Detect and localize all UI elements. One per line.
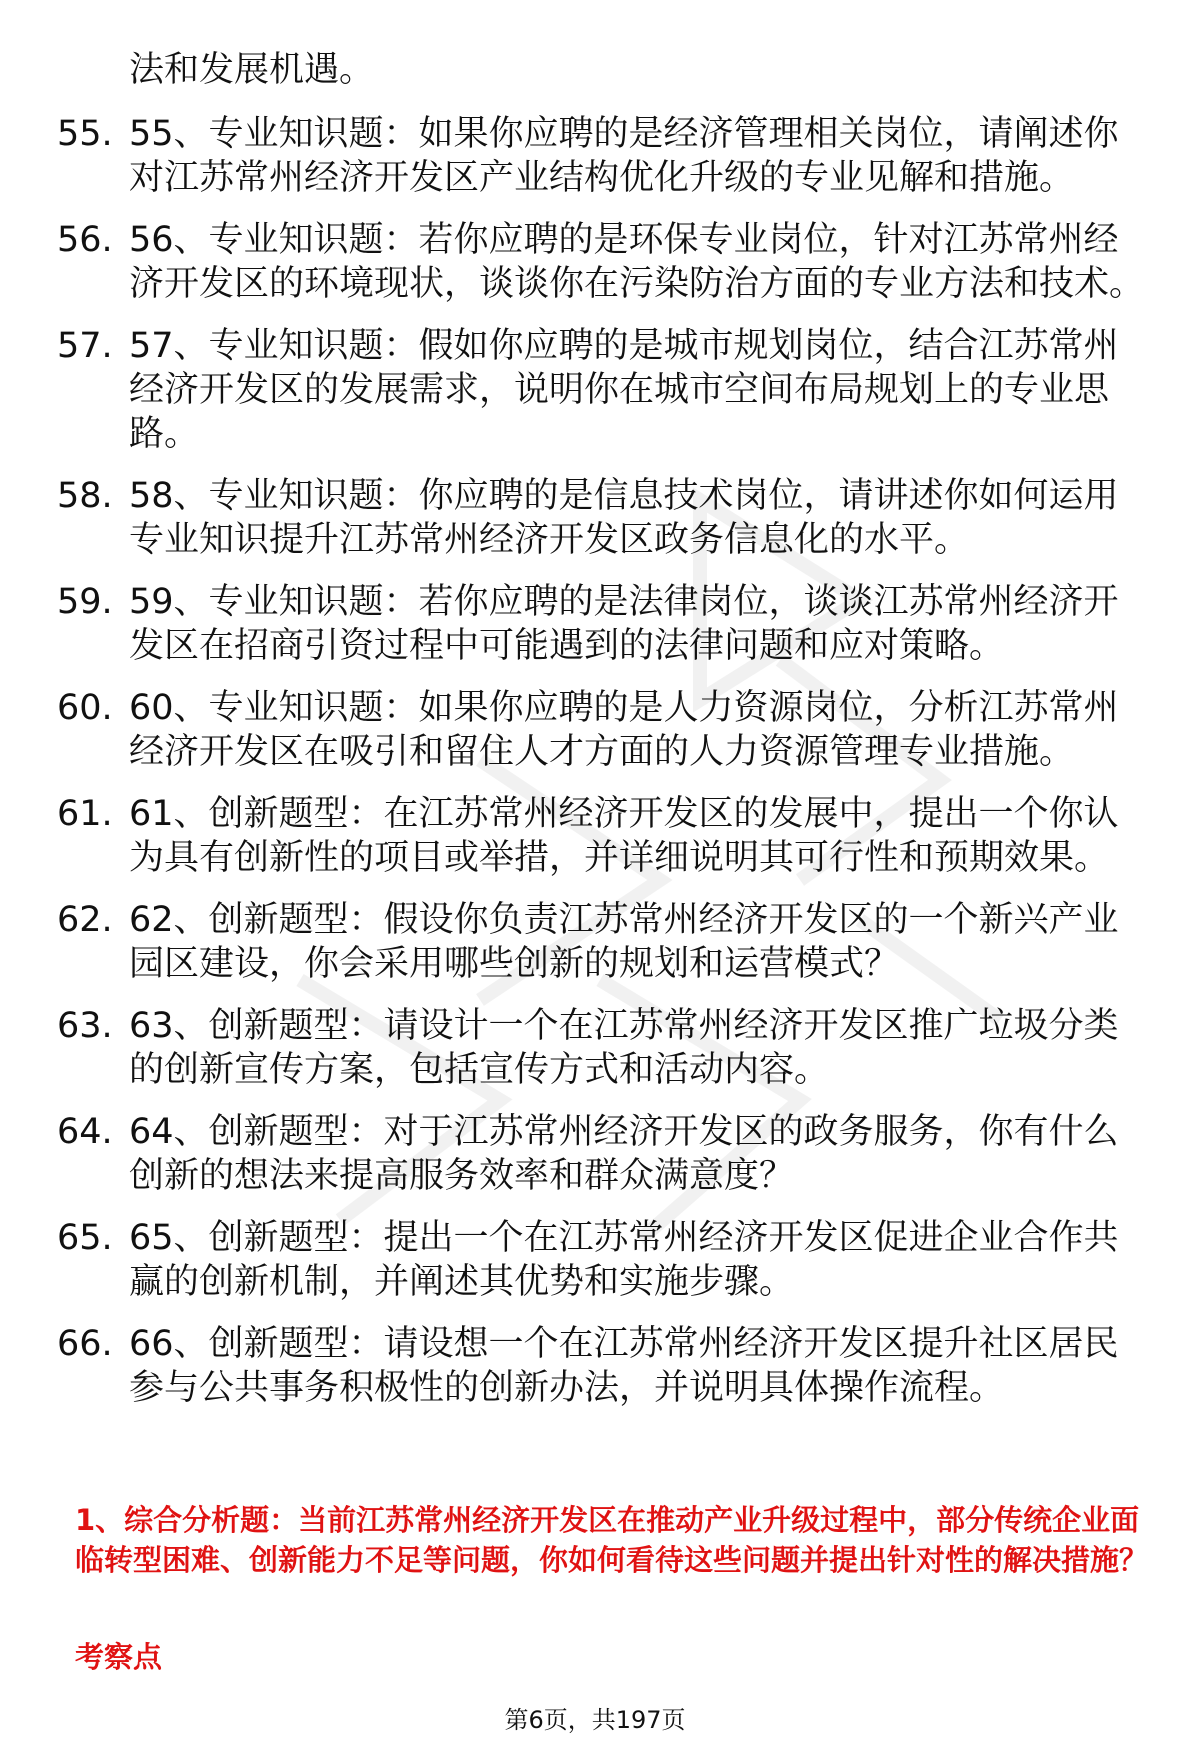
list-item bbox=[57, 112, 1157, 200]
analysis-question: 1、综合分析题：当前江苏常州经济开发区在推动产业升级过程中，部分传统企业面临转型困难、创新能力不足等问题，你如何看待这些问题并提出针对性的解决措施？ bbox=[75, 1503, 1149, 1577]
list-item bbox=[57, 1216, 1157, 1304]
question-text: 60、专业知识题：如果你应聘的是人力资源岗位，分析江苏常州经济开发区在吸引和留住人才方面的人力资源管理专业措施。 bbox=[129, 688, 1119, 772]
list-item bbox=[57, 1110, 1157, 1198]
question-number: 60. bbox=[57, 688, 113, 728]
question-number: 58. bbox=[57, 476, 113, 516]
question-number: 59. bbox=[57, 582, 113, 622]
question-text: 58、专业知识题：你应聘的是信息技术岗位，请讲述你如何运用专业知识提升江苏常州经济开发区政务信息化的水平。 bbox=[129, 476, 1119, 560]
list-item bbox=[57, 324, 1157, 456]
list-item bbox=[57, 898, 1157, 986]
list-item bbox=[57, 686, 1157, 774]
continuation-text: 法和发展机遇。 bbox=[129, 50, 375, 90]
question-number: 66. bbox=[57, 1324, 113, 1364]
question-number: 55. bbox=[57, 114, 113, 154]
list-item bbox=[57, 474, 1157, 562]
question-number: 61. bbox=[57, 794, 113, 834]
question-text: 62、创新题型：假设你负责江苏常州经济开发区的一个新兴产业园区建设，你会采用哪些创新的规划和运营模式？ bbox=[129, 900, 1119, 984]
question-text: 57、专业知识题：假如你应聘的是城市规划岗位，结合江苏常州经济开发区的发展需求，说明你在城市空间布局规划上的专业思路。 bbox=[129, 326, 1119, 454]
question-text: 64、创新题型：对于江苏常州经济开发区的政务服务，你有什么创新的想法来提高服务效率和群众满意度？ bbox=[129, 1112, 1119, 1196]
question-text: 55、专业知识题：如果你应聘的是经济管理相关岗位，请阐述你对江苏常州经济开发区产业结构优化升级的专业见解和措施。 bbox=[129, 114, 1119, 198]
question-text: 61、创新题型：在江苏常州经济开发区的发展中，提出一个你认为具有创新性的项目或举措，并详细说明其可行性和预期效果。 bbox=[129, 794, 1119, 878]
question-number: 63. bbox=[57, 1006, 113, 1046]
question-text: 56、专业知识题：若你应聘的是环保专业岗位，针对江苏常州经济开发区的环境现状，谈谈你在污染防治方面的专业方法和技术。 bbox=[129, 220, 1145, 304]
question-number: 56. bbox=[57, 220, 113, 260]
question-number: 62. bbox=[57, 900, 113, 940]
question-text: 65、创新题型：提出一个在江苏常州经济开发区促进企业合作共赢的创新机制，并阐述其优势和实施步骤。 bbox=[129, 1218, 1119, 1302]
question-list bbox=[57, 112, 1157, 1428]
list-item bbox=[57, 580, 1157, 668]
list-item bbox=[57, 1004, 1157, 1092]
list-item bbox=[57, 1322, 1157, 1410]
question-number: 64. bbox=[57, 1112, 113, 1152]
question-text: 59、专业知识题：若你应聘的是法律岗位，谈谈江苏常州经济开发区在招商引资过程中可能遇到的法律问题和应对策略。 bbox=[129, 582, 1119, 666]
page-footer: 第6页，共197页 bbox=[504, 1706, 686, 1734]
question-number: 65. bbox=[57, 1218, 113, 1258]
list-item bbox=[57, 218, 1157, 306]
analysis-label: 考察点 bbox=[75, 1640, 163, 1674]
question-number: 57. bbox=[57, 326, 113, 366]
question-text: 66、创新题型：请设想一个在江苏常州经济开发区提升社区居民参与公共事务积极性的创新办法，并说明具体操作流程。 bbox=[129, 1324, 1119, 1408]
list-item bbox=[57, 792, 1157, 880]
question-text: 63、创新题型：请设计一个在江苏常州经济开发区推广垃圾分类的创新宣传方案，包括宣传方式和活动内容。 bbox=[129, 1006, 1119, 1090]
